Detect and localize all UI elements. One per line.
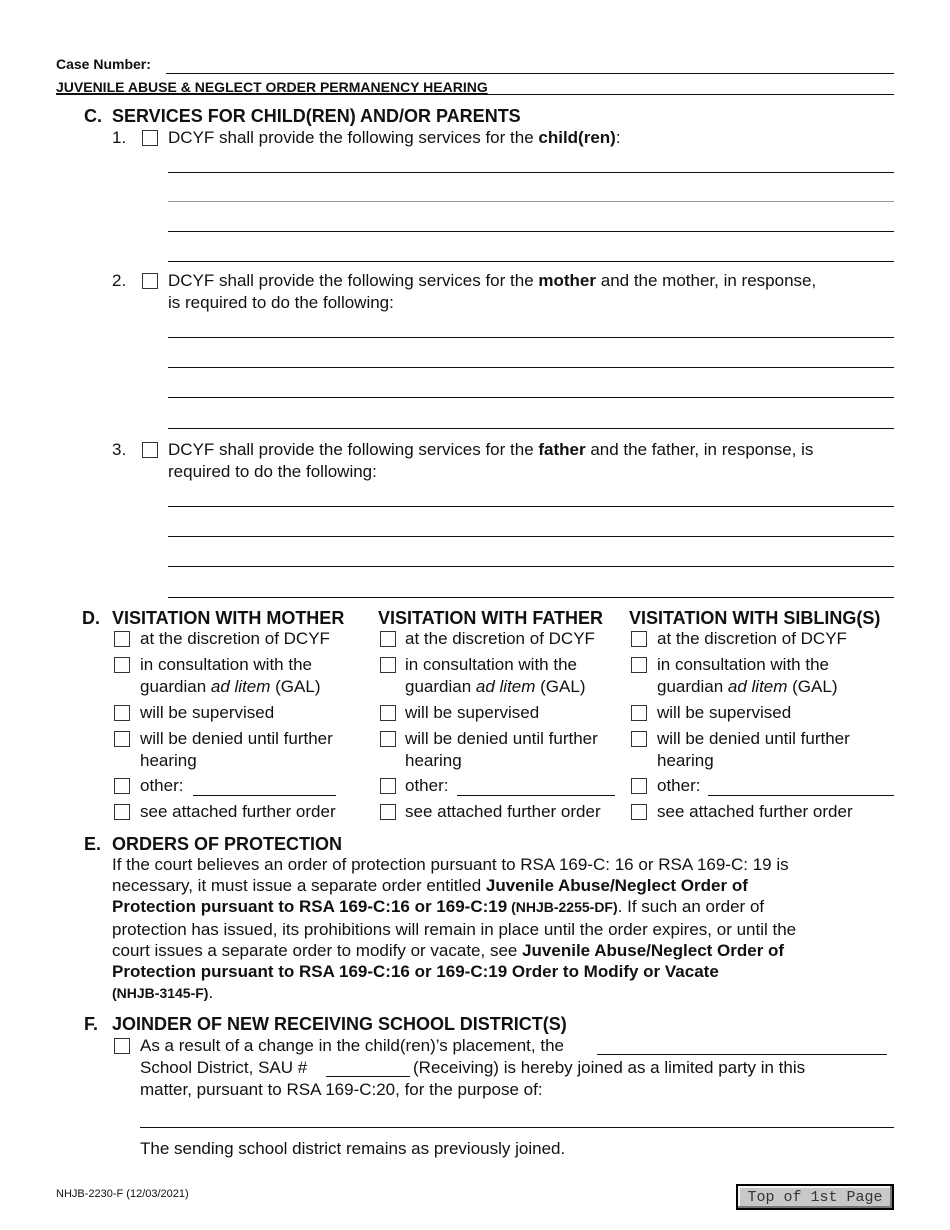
father-discretion-checkbox[interactable] [380,631,396,647]
section-d-letter: D. [82,608,100,628]
item2-text-line2: is required to do the following: [168,293,394,312]
siblings-denied-label: will be denied until further [657,729,850,748]
mother-denied-label: will be denied until further [140,729,333,748]
father-denied-label: will be denied until further [405,729,598,748]
sau-number-field[interactable] [326,1076,410,1077]
mother-supervised-checkbox[interactable] [114,705,130,721]
father-services-line-4[interactable] [168,597,894,598]
visitation-siblings-title: VISITATION WITH SIBLING(S) [629,608,881,628]
father-consult-label-2: guardian ad litem (GAL) [405,677,586,696]
mother-consult-checkbox[interactable] [114,657,130,673]
joinder-text-line3: matter, pursuant to RSA 169-C:20, for the purpose of: [140,1080,543,1099]
mother-see-attached-label: see attached further order [140,802,336,821]
siblings-discretion-label: at the discretion of DCYF [657,629,847,648]
siblings-supervised-checkbox[interactable] [631,705,647,721]
mother-denied-checkbox[interactable] [114,731,130,747]
mother-other-field[interactable] [193,795,336,796]
father-consult-checkbox[interactable] [380,657,396,673]
section-e-letter: E. [84,834,102,854]
father-other-checkbox[interactable] [380,778,396,794]
visitation-mother-title: VISITATION WITH MOTHER [112,608,345,628]
section-e-paragraph: If the court believes an order of protection pursuant to RSA 169-C: 16 or RSA 169-C: 19 is necessary, it must issue a separate order entitled Juvenile Abuse/Neglect Order of Protection pursuant to RSA 169-C:16 or 169-C:19 (NHJB-2255-DF). If such an order of protection has issued, its prohibitions will remain in place until the order expires, or until the court issues a separate order to modify or vacate, see Juvenile Abuse/Neglect Order of Protection pursuant to RSA 169-C:16 or 169-C:19 Order to Modify or Vacate (NHJB-3145-F). [112,855,797,1003]
siblings-denied-label-2: hearing [657,751,714,770]
father-services-line-2[interactable] [168,536,894,537]
section-f-title: JOINDER OF NEW RECEIVING SCHOOL DISTRICT(S) [112,1014,567,1034]
header-divider [56,94,894,95]
siblings-other-checkbox[interactable] [631,778,647,794]
joinder-text-line2-b: (Receiving) is hereby joined as a limited party in this [413,1058,806,1077]
mother-other-label: other: [140,776,184,795]
mother-supervised-label: will be supervised [140,703,275,722]
section-c-title: SERVICES FOR CHILD(REN) AND/OR PARENTS [112,106,521,126]
father-denied-label-2: hearing [405,751,462,770]
top-of-first-page-button[interactable]: Top of 1st Page [736,1184,894,1210]
mother-consult-label: in consultation with the [140,655,312,674]
mother-consult-label-2: guardian ad litem (GAL) [140,677,321,696]
item3-number: 3. [112,440,127,459]
child-services-line-2[interactable] [168,201,894,202]
item2-number: 2. [112,271,127,290]
father-discretion-label: at the discretion of DCYF [405,629,595,648]
father-consult-label: in consultation with the [405,655,577,674]
child-services-line-1[interactable] [168,172,894,173]
siblings-discretion-checkbox[interactable] [631,631,647,647]
joinder-text-line1: As a result of a change in the child(ren)’s placement, the [140,1036,564,1055]
section-e-title: ORDERS OF PROTECTION [112,834,343,854]
item1-number: 1. [112,128,127,147]
siblings-other-label: other: [657,776,701,795]
school-joinder-checkbox[interactable] [114,1038,130,1054]
siblings-see-attached-checkbox[interactable] [631,804,647,820]
siblings-see-attached-label: see attached further order [657,802,853,821]
joinder-text-line2-a: School District, SAU # [140,1058,308,1077]
mother-other-checkbox[interactable] [114,778,130,794]
section-f-letter: F. [84,1014,99,1034]
father-see-attached-checkbox[interactable] [380,804,396,820]
father-denied-checkbox[interactable] [380,731,396,747]
joinder-purpose-field[interactable] [140,1127,894,1128]
form-id: NHJB-2230-F (12/03/2021) [56,1188,189,1200]
case-number-field[interactable] [166,73,894,74]
siblings-consult-checkbox[interactable] [631,657,647,673]
section-c-letter: C. [84,106,102,126]
siblings-other-field[interactable] [708,795,894,796]
father-other-field[interactable] [457,795,615,796]
father-services-line-3[interactable] [168,566,894,567]
item3-text-line2: required to do the following: [168,462,377,481]
father-services-line-1[interactable] [168,506,894,507]
father-services-checkbox[interactable] [142,442,158,458]
mother-discretion-checkbox[interactable] [114,631,130,647]
siblings-denied-checkbox[interactable] [631,731,647,747]
sending-district-note: The sending school district remains as previously joined. [140,1139,566,1158]
child-services-checkbox[interactable] [142,130,158,146]
mother-see-attached-checkbox[interactable] [114,804,130,820]
mother-services-line-3[interactable] [168,397,894,398]
child-services-line-3[interactable] [168,231,894,232]
mother-services-checkbox[interactable] [142,273,158,289]
case-number-label: Case Number: [56,56,151,72]
mother-services-line-2[interactable] [168,367,894,368]
mother-denied-label-2: hearing [140,751,197,770]
item1-text: DCYF shall provide the following services for the child(ren): [168,128,621,147]
item2-text: DCYF shall provide the following services for the mother and the mother, in response, [168,271,817,290]
item3-text: DCYF shall provide the following services for the father and the father, in response, is [168,440,814,459]
mother-services-line-1[interactable] [168,337,894,338]
mother-services-line-4[interactable] [168,428,894,429]
father-see-attached-label: see attached further order [405,802,601,821]
siblings-consult-label: in consultation with the [657,655,829,674]
father-supervised-label: will be supervised [405,703,540,722]
father-other-label: other: [405,776,449,795]
siblings-supervised-label: will be supervised [657,703,792,722]
visitation-father-title: VISITATION WITH FATHER [378,608,603,628]
child-services-line-4[interactable] [168,261,894,262]
siblings-consult-label-2: guardian ad litem (GAL) [657,677,838,696]
father-supervised-checkbox[interactable] [380,705,396,721]
mother-discretion-label: at the discretion of DCYF [140,629,330,648]
school-district-field[interactable] [597,1054,887,1055]
form-title: JUVENILE ABUSE & NEGLECT ORDER PERMANENCY HEARING [56,79,488,95]
